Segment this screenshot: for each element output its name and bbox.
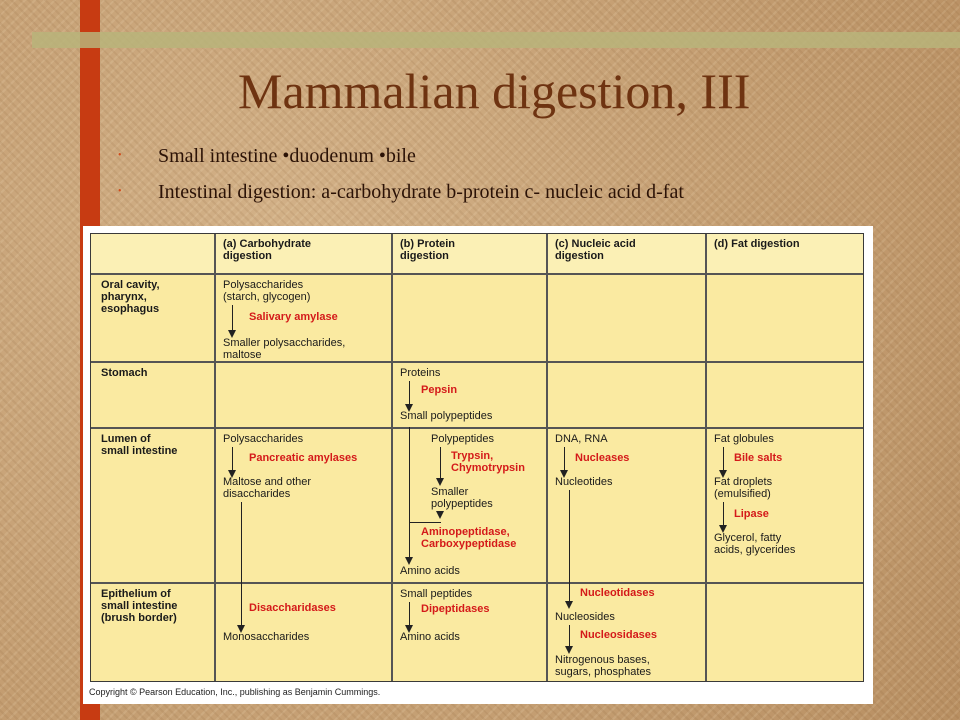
oral-carb-substrate: Polysaccharides (starch, glycogen) <box>223 279 311 303</box>
stomach-protein-arrow <box>409 381 410 405</box>
column-header-fat: (d) Fat digestion <box>714 238 800 250</box>
row-divider <box>91 273 863 275</box>
oral-carb-arrow <box>232 305 233 331</box>
row-header-oral: Oral cavity, pharynx, esophagus <box>101 279 160 315</box>
epithelium-nucleic-arrow-2 <box>569 625 570 647</box>
lumen-fat-arrow-1 <box>723 447 724 471</box>
lumen-protein-substrate: Polypeptides <box>431 433 494 445</box>
column-divider <box>546 234 548 681</box>
column-divider <box>391 234 393 681</box>
lumen-protein-product: Amino acids <box>400 565 460 577</box>
lumen-nucleic-product: Nucleotides <box>555 476 613 488</box>
column-divider <box>705 234 707 681</box>
lumen-nucleic-substrate: DNA, RNA <box>555 433 608 445</box>
lumen-protein-enzyme-1: Trypsin, Chymotrypsin <box>451 450 525 474</box>
bullet-list <box>118 138 918 210</box>
lumen-nucleic-enzyme: Nucleases <box>575 452 630 464</box>
row-header-lumen: Lumen of small intestine <box>101 433 178 457</box>
bullet-text: Intestinal digestion: a-carbohydrate b-protein c- nucleic acid d-fat <box>158 180 684 203</box>
epithelium-protein-product: Amino acids <box>400 631 460 643</box>
lumen-fat-arrow-2 <box>723 502 724 526</box>
lumen-protein-enzyme-2: Aminopeptidase, Carboxypeptidase <box>421 526 517 550</box>
epithelium-nucleic-enzyme-2: Nucleosidases <box>580 629 658 641</box>
lumen-carb-enzyme: Pancreatic amylases <box>249 452 358 464</box>
column-header-carbohydrate: (a) Carbohydrate digestion <box>223 238 312 262</box>
lumen-fat-enzyme-1: Bile salts <box>734 452 783 464</box>
row-divider <box>91 427 863 429</box>
column-divider <box>214 234 216 681</box>
row-divider <box>91 361 863 363</box>
lumen-protein-arrow-main <box>409 427 410 558</box>
epithelium-protein-arrow <box>409 602 410 626</box>
epithelium-protein-substrate: Small peptides <box>400 588 473 600</box>
lumen-protein-arrow-1 <box>440 447 441 479</box>
epithelium-nucleic-arrow-1 <box>569 490 570 602</box>
slide-title: Mammalian digestion, III <box>238 63 751 119</box>
epithelium-nucleic-product: Nitrogenous bases, sugars, phosphates <box>555 654 652 678</box>
lumen-fat-product: Glycerol, fatty acids, glycerides <box>714 532 796 556</box>
lumen-protein-connector <box>409 522 441 523</box>
lumen-fat-intermediate: Fat droplets (emulsified) <box>714 476 773 500</box>
stomach-protein-product: Small polypeptides <box>400 410 493 422</box>
row-divider <box>91 582 863 584</box>
lumen-carb-arrow <box>232 447 233 471</box>
lumen-carb-product: Maltose and other disaccharides <box>223 476 312 500</box>
lumen-protein-intermediate: Smaller polypeptides <box>431 486 493 510</box>
bullet-icon: • <box>118 150 122 161</box>
bullet-item <box>118 138 918 174</box>
oral-carb-product: Smaller polysaccharides, maltose <box>223 337 346 361</box>
epithelium-carb-product: Monosaccharides <box>223 631 310 643</box>
column-header-nucleic-acid: (c) Nucleic acid digestion <box>555 238 636 262</box>
lumen-fat-substrate: Fat globules <box>714 433 774 445</box>
bullet-icon: • <box>118 186 122 197</box>
digestion-figure <box>83 226 873 704</box>
column-header-protein: (b) Protein digestion <box>400 238 455 262</box>
stomach-protein-substrate: Proteins <box>400 367 441 379</box>
lumen-nucleic-arrow <box>564 447 565 471</box>
bullet-item <box>118 174 918 210</box>
lumen-carb-substrate: Polysaccharides <box>223 433 304 445</box>
epithelium-nucleic-intermediate: Nucleosides <box>555 611 615 623</box>
stomach-protein-enzyme: Pepsin <box>421 384 458 396</box>
epithelium-carb-arrow <box>241 502 242 626</box>
row-header-stomach: Stomach <box>101 367 148 379</box>
bullet-text: Small intestine •duodenum •bile <box>158 144 416 167</box>
epithelium-carb-enzyme: Disaccharidases <box>249 602 336 614</box>
lumen-fat-enzyme-2: Lipase <box>734 508 769 520</box>
epithelium-protein-enzyme: Dipeptidases <box>421 603 490 615</box>
digestion-table <box>90 233 864 682</box>
row-header-epithelium: Epithelium of small intestine (brush border) <box>101 588 178 624</box>
copyright-notice: Copyright © Pearson Education, Inc., publishing as Benjamin Cummings. <box>89 687 381 697</box>
epithelium-nucleic-enzyme-1: Nucleotidases <box>580 587 655 599</box>
accent-bar-horizontal <box>32 32 960 48</box>
oral-carb-enzyme: Salivary amylase <box>249 311 338 323</box>
